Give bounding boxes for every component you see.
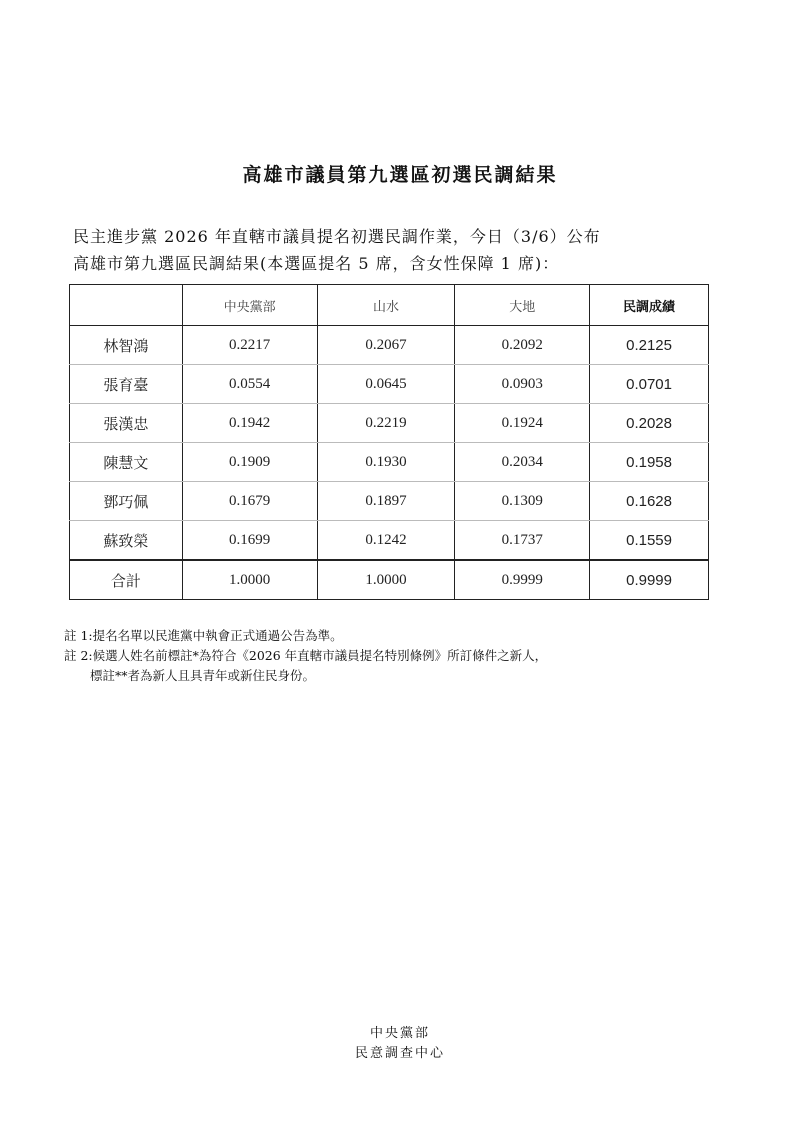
total-shanshui: 1.0000	[317, 560, 455, 600]
shanshui-value: 0.1930	[317, 443, 455, 482]
dadi-value: 0.2034	[455, 443, 590, 482]
document-title: 高雄市議員第九選區初選民調結果	[242, 164, 558, 186]
table-row	[70, 443, 709, 482]
score-value: 0.1958	[590, 443, 709, 482]
total-row	[70, 560, 709, 600]
dadi-value: 0.1924	[455, 404, 590, 443]
candidate-name: 林智鴻	[70, 326, 183, 365]
note-1: 註 1:提名名單以民進黨中執會正式通過公告為準。	[64, 628, 343, 643]
table-row	[70, 365, 709, 404]
candidate-name: 鄧巧佩	[70, 482, 183, 521]
score-value: 0.1628	[590, 482, 709, 521]
shanshui-value: 0.1897	[317, 482, 455, 521]
table-row	[70, 482, 709, 521]
results-table	[69, 284, 709, 600]
footnotes	[64, 626, 744, 686]
central-value: 0.1909	[182, 443, 317, 482]
header-shanshui: 山水	[317, 285, 455, 326]
shanshui-value: 0.2067	[317, 326, 455, 365]
intro-paragraph	[73, 223, 733, 277]
issuer-signature	[0, 1024, 800, 1064]
central-value: 0.1699	[182, 521, 317, 561]
total-central: 1.0000	[182, 560, 317, 600]
header-central: 中央黨部	[182, 285, 317, 326]
table-row	[70, 404, 709, 443]
header-dadi: 大地	[455, 285, 590, 326]
central-value: 0.1679	[182, 482, 317, 521]
score-value: 0.2125	[590, 326, 709, 365]
central-value: 0.0554	[182, 365, 317, 404]
table-header-row	[70, 285, 709, 326]
header-score: 民調成績	[590, 285, 709, 326]
intro-line-1: 民主進步黨 2026 年直轄市議員提名初選民調作業，今日（3/6）公布	[73, 227, 601, 246]
dadi-value: 0.0903	[455, 365, 590, 404]
score-value: 0.2028	[590, 404, 709, 443]
note-2-continuation: 標註**者為新人且具青年或新住民身份。	[90, 668, 316, 683]
central-value: 0.1942	[182, 404, 317, 443]
issuer-line-2: 民意調查中心	[354, 1046, 445, 1061]
dadi-value: 0.2092	[455, 326, 590, 365]
total-dadi: 0.9999	[455, 560, 590, 600]
candidate-name: 蘇致榮	[70, 521, 183, 561]
shanshui-value: 0.2219	[317, 404, 455, 443]
candidate-name: 陳慧文	[70, 443, 183, 482]
candidate-name: 張漢忠	[70, 404, 183, 443]
candidate-name: 張育臺	[70, 365, 183, 404]
issuer-line-1: 中央黨部	[369, 1026, 430, 1041]
intro-line-2: 高雄市第九選區民調結果(本選區提名 5 席，含女性保障 1 席)：	[73, 254, 560, 273]
dadi-value: 0.1737	[455, 521, 590, 561]
table-row	[70, 521, 709, 561]
shanshui-value: 0.0645	[317, 365, 455, 404]
table-row	[70, 326, 709, 365]
score-value: 0.0701	[590, 365, 709, 404]
total-score: 0.9999	[590, 560, 709, 600]
shanshui-value: 0.1242	[317, 521, 455, 561]
total-label: 合計	[70, 560, 183, 600]
score-value: 0.1559	[590, 521, 709, 561]
central-value: 0.2217	[182, 326, 317, 365]
note-2: 註 2:候選人姓名前標註*為符合《2026 年直轄市議員提名特別條例》所訂條件之新人，	[64, 648, 548, 663]
header-blank	[70, 285, 183, 326]
dadi-value: 0.1309	[455, 482, 590, 521]
